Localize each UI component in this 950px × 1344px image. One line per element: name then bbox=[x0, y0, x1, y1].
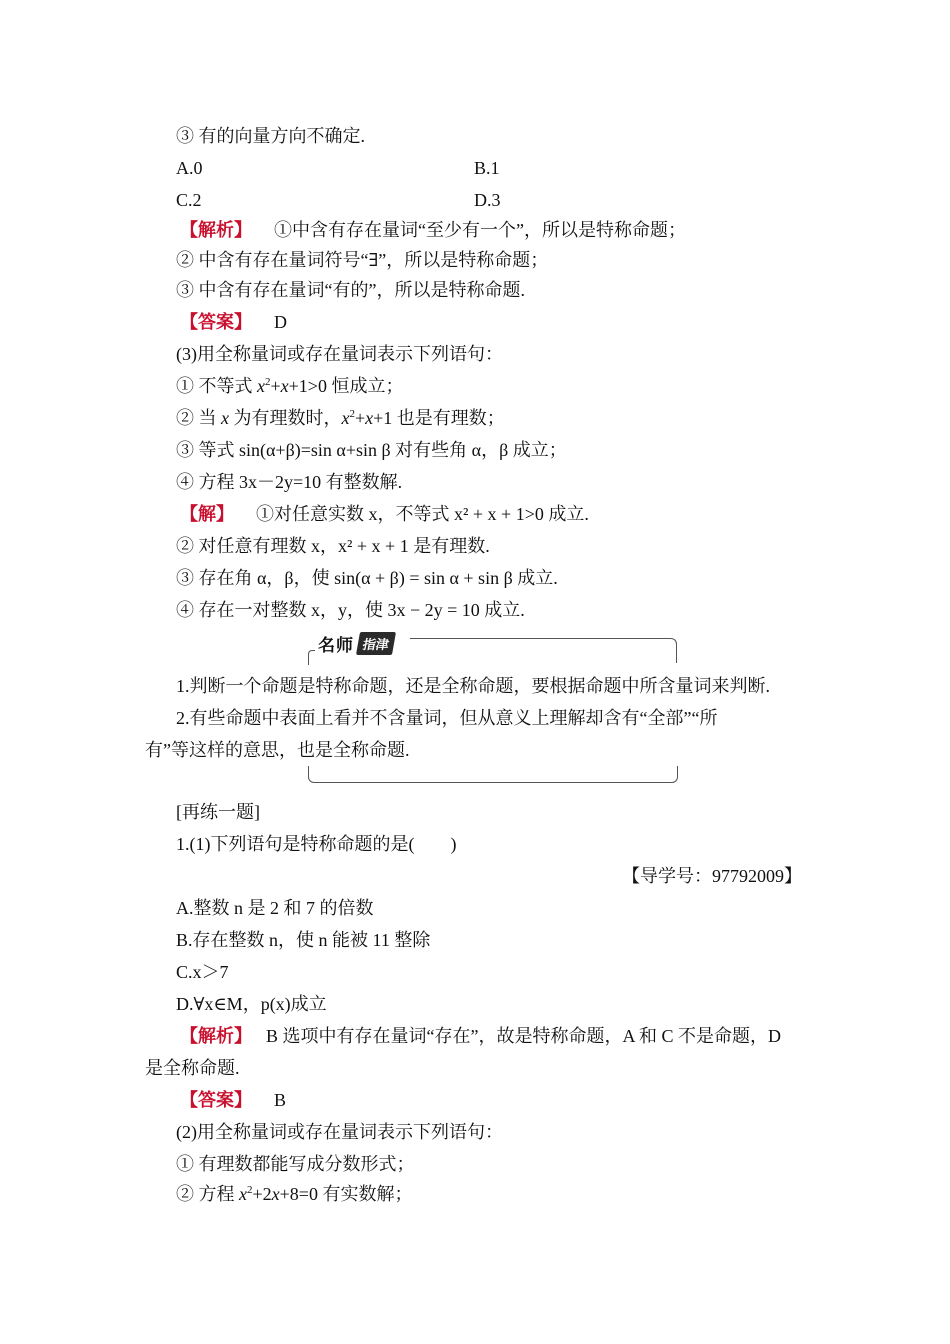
practice-analysis-text: B 选项中有存在量词“存在”，故是特称命题，A 和 C 不是命题，D bbox=[266, 1026, 781, 1046]
q2-analysis-line1 bbox=[180, 218, 686, 242]
note-badge-main: 名师 bbox=[318, 635, 354, 656]
note-box-bottom-border bbox=[308, 766, 678, 783]
note-badge bbox=[318, 630, 394, 656]
practice-title: [再练一题] bbox=[176, 802, 260, 822]
q2-answer bbox=[180, 310, 287, 334]
q3-heading: (3)用全称量词或存在量词表示下列语句： bbox=[176, 344, 503, 364]
answer-tag: 【答案】 bbox=[180, 312, 252, 332]
q3-solution-line4: ④ 存在一对整数 x，y，使 3x − 2y = 10 成立. bbox=[176, 600, 525, 620]
q2-analysis-line3: ③ 中含有存在量词“有的”，所以是特称命题. bbox=[176, 280, 525, 300]
q2-option-c: C.2 bbox=[176, 190, 202, 210]
note-paragraph-1: 1.判断一个命题是特称命题，还是全称命题，要根据命题中所含量词来判断. bbox=[176, 676, 770, 696]
q3-statement-2: ② 当 x 为有理数时，$x^2+x+1$ 也是有理数； bbox=[176, 408, 505, 428]
practice-q2-statement-1: ① 有理数都能写成分数形式； bbox=[176, 1154, 415, 1174]
note-paragraph-2a: 2.有些命题中表面上看并不含量词，但从意义上理解却含有“全部”“所 bbox=[176, 708, 718, 728]
q2-option-b: B.1 bbox=[474, 158, 500, 178]
q2-option-a: A.0 bbox=[176, 158, 203, 178]
analysis-tag: 【解析】 bbox=[180, 220, 252, 240]
practice-q2-heading: (2)用全称量词或存在量词表示下列语句： bbox=[176, 1122, 503, 1142]
note-box-left-cap bbox=[308, 650, 315, 665]
practice-analysis-tag: 【解析】 bbox=[180, 1026, 252, 1046]
q3-solution-line2: ② 对任意有理数 x，x² + x + 1 是有理数. bbox=[176, 536, 490, 556]
practice-answer-value: B bbox=[274, 1090, 287, 1110]
practice-analysis-line2: 是全称命题. bbox=[145, 1058, 240, 1078]
practice-option-d: D.∀x∈M，p(x)成立 bbox=[176, 994, 327, 1014]
practice-answer bbox=[180, 1088, 286, 1112]
solution-text: ①对任意实数 x，不等式 x² + x + 1>0 成立. bbox=[256, 504, 589, 524]
practice-option-a: A.整数 n 是 2 和 7 的倍数 bbox=[176, 898, 374, 918]
practice-option-c: C.x＞7 bbox=[176, 962, 229, 982]
practice-question-1: 1.(1)下列语句是特称命题的是( ) bbox=[176, 834, 457, 854]
practice-answer-tag: 【答案】 bbox=[180, 1090, 252, 1110]
q3-solution-line1 bbox=[180, 502, 589, 526]
q3-statement-4: ④ 方程 3x－2y=10 有整数解. bbox=[176, 472, 403, 492]
q2-option-d: D.3 bbox=[474, 190, 501, 210]
q2-analysis-line2: ② 中含有存在量词符号“∃”，所以是特称命题； bbox=[176, 250, 549, 270]
analysis-text: ①中含有存在量词“至少有一个”，所以是特称命题； bbox=[274, 220, 686, 240]
guide-number: 【导学号：97792009】 bbox=[622, 866, 802, 886]
q3-solution-line3: ③ 存在角 α，β，使 sin(α + β) = sin α + sin β 成立. bbox=[176, 568, 558, 588]
q2-item3: ③ 有的向量方向不确定. bbox=[176, 126, 365, 146]
note-paragraph-2b: 有”等这样的意思，也是全称命题. bbox=[145, 740, 410, 760]
q3-statement-3: ③ 等式 sin(α+β)=sin α+sin β 对有些角 α，β 成立； bbox=[176, 440, 567, 460]
practice-option-b: B.存在整数 n，使 n 能被 11 整除 bbox=[176, 930, 431, 950]
answer-value: D bbox=[274, 312, 287, 332]
q3-statement-1: ① 不等式 $x^2+x+1>0$ 恒成立； bbox=[176, 376, 404, 396]
note-badge-sub: 指津 bbox=[356, 632, 396, 655]
practice-analysis-line1 bbox=[180, 1024, 781, 1048]
solution-tag: 【解】 bbox=[180, 504, 234, 524]
practice-q2-statement-2: ② 方程 $x^2+2x+8=0$ 有实数解； bbox=[176, 1184, 413, 1204]
note-box-top-border bbox=[410, 638, 677, 663]
